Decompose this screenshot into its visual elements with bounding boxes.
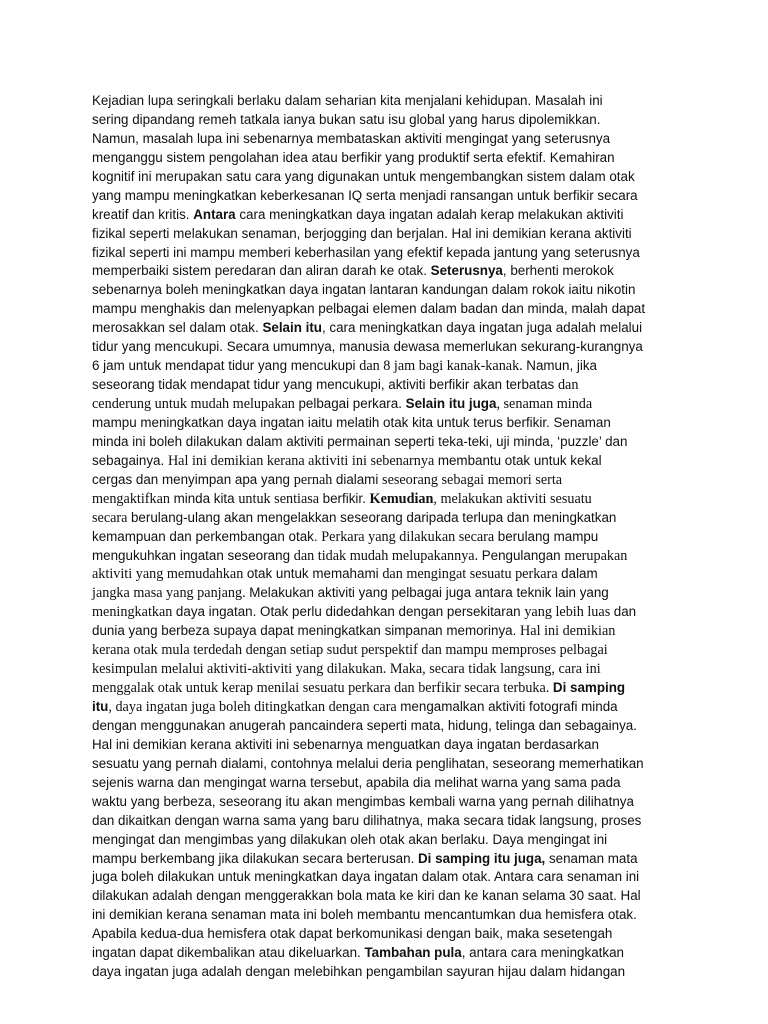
text-line <box>92 357 672 376</box>
text-segment: otak untuk memahami <box>246 566 383 582</box>
text-segment: merosakkan sel dalam otak. <box>92 320 263 336</box>
bold-connector-text: Antara <box>193 206 236 222</box>
text-line <box>92 225 672 244</box>
text-line <box>92 812 672 831</box>
text-segment: menggalak otak untuk kerap menilai sesuatu perkara dan berfikir secara terbuka. <box>92 680 553 697</box>
text-segment: mampu menghakis dan melenyapkan pelbagai elemen dalam badan dan minda, malah dapat <box>92 301 646 317</box>
text-segment: , daya ingatan juga boleh ditingkatkan dengan cara <box>108 699 401 715</box>
text-segment: juga boleh dilakukan untuk meningkatkan daya ingatan dalam otak. Antara cara senaman ini <box>92 869 640 885</box>
text-segment: , senaman minda <box>496 396 593 412</box>
text-segment: untuk sentiasa <box>238 490 323 507</box>
text-line <box>92 679 672 698</box>
text-line <box>92 187 672 206</box>
bold-connector-text: Tambahan pula <box>364 945 462 961</box>
text-line <box>92 963 672 982</box>
text-line <box>92 338 672 357</box>
text-segment: dialami <box>335 471 383 487</box>
text-segment: membantu otak untuk kekal <box>437 452 602 468</box>
text-segment: sebenarnya boleh meningkatkan daya ingatan lantaran kandungan dalam rokok iaitu nikotin <box>92 282 636 298</box>
text-line <box>92 395 672 414</box>
text-line <box>92 887 672 906</box>
text-segment: jangka masa yang panjang. <box>92 585 250 602</box>
text-line <box>92 603 672 622</box>
text-segment: , cara meningkatkan daya ingatan juga adalah melalui <box>321 320 643 336</box>
text-segment: seseorang tidak mendapat tidur yang mencukupi, aktiviti berfikir akan terbatas <box>92 377 558 393</box>
text-line <box>92 490 672 509</box>
text-segment: sejenis warna dan mengingat warna tersebut, apabila dia melihat warna yang sama pada <box>92 774 621 790</box>
text-line <box>92 925 672 944</box>
text-line <box>92 660 672 679</box>
text-line <box>92 584 672 603</box>
text-line <box>92 944 672 963</box>
text-line <box>92 433 672 452</box>
text-segment: tidur yang mencukupi. Secara umumnya, manusia dewasa memerlukan sekurang-kurangnya <box>92 339 643 355</box>
text-segment: daya ingatan. Otak perlu didedahkan dengan persekitaran <box>175 604 525 620</box>
text-segment: pernah <box>293 471 336 488</box>
text-segment: mampu berkembang jika dilakukan secara berterusan. <box>92 850 419 866</box>
text-segment: meningkatkan <box>92 604 176 621</box>
text-line <box>92 262 672 281</box>
text-segment: dalam <box>561 566 598 582</box>
text-line <box>92 130 672 149</box>
bold-connector-text: Kemudian <box>369 490 434 507</box>
bold-connector-text: Di samping <box>552 680 626 696</box>
text-segment: minda kita <box>173 490 239 506</box>
text-segment: mampu meningkatkan daya ingatan iaitu melatih otak kita untuk terus berfikir. Senaman <box>92 414 611 430</box>
bold-connector-text: Selain itu <box>262 320 322 336</box>
text-line <box>92 528 672 547</box>
text-segment: 6 jam untuk mendapat tidur yang mencukupi <box>92 358 360 374</box>
bold-connector-text: Di samping itu juga, <box>418 850 546 866</box>
text-segment: yang mampu meningkatkan keberkesanan IQ serta menjadi ransangan untuk berfikir secara <box>92 187 638 203</box>
text-segment: berulang-ulang akan mengelakkan seseorang daripada terlupa dan meningkatkan <box>130 509 617 525</box>
text-segment: dan <box>557 377 579 394</box>
text-segment: fizikal seperti melakukan senaman, berjogging dan berjalan. Hal ini demikian kerana aktiviti <box>92 225 632 241</box>
bold-connector-text: itu <box>92 699 109 714</box>
text-segment: senaman mata <box>545 850 638 866</box>
text-line <box>92 547 672 566</box>
text-segment: dengan menggunakan anugerah pancaindera seperti mata, hidung, telinga dan sebagainya. <box>92 717 637 733</box>
text-segment: dan tidak mudah melupakannya. <box>293 547 482 564</box>
essay-body <box>92 92 672 982</box>
text-line <box>92 376 672 395</box>
text-segment: kreatif dan kritis. <box>92 206 194 222</box>
text-line <box>92 414 672 433</box>
text-segment: , melakukan aktiviti sesuatu <box>433 490 592 507</box>
text-line <box>92 736 672 755</box>
bold-connector-text: Selain itu juga <box>405 396 497 411</box>
text-line <box>92 509 672 528</box>
text-segment: berfikir. <box>322 490 370 506</box>
text-segment: ini demikian kerana senaman mata ini boleh membantu mencantumkan dua hemisfera otak. <box>92 907 637 923</box>
text-line <box>92 452 672 471</box>
text-segment: kognitif ini merupakan satu cara yang digunakan untuk mengembangkan sistem dalam otak <box>92 168 635 184</box>
text-segment: kesimpulan melalui aktiviti-aktiviti yang dilakukan. Maka, secara tidak langsung, cara ini <box>92 661 601 678</box>
text-segment: Perkara yang dilakukan secara <box>321 528 498 545</box>
text-segment: cergas dan menyimpan apa yang <box>92 471 294 487</box>
text-segment: sering dipandang remeh tatkala ianya bukan satu isu global yang harus dipolemikkan. <box>92 111 601 127</box>
text-segment: , berhenti merokok <box>502 263 614 279</box>
text-line <box>92 565 672 584</box>
text-segment: merupakan <box>564 547 628 564</box>
text-segment: Hal ini demikian <box>520 623 616 640</box>
text-line <box>92 206 672 225</box>
text-segment: yang lebih luas <box>524 604 614 621</box>
text-segment: mengingat dan mengimbas yang dilakukan oleh otak akan berlaku. Daya mengingat ini <box>92 831 608 847</box>
text-segment: sebagainya. <box>92 452 168 468</box>
text-segment: Pengulangan <box>481 547 565 563</box>
text-segment: sesuatu yang pernah dialami, contohnya melalui deria penglihatan, seseorang memerhatikan <box>92 755 644 771</box>
text-line <box>92 244 672 263</box>
text-segment: menganggu sistem pengolahan idea atau berfikir yang produktif serta efektif. Kemahiran <box>92 149 615 165</box>
text-line <box>92 622 672 641</box>
bold-connector-text: Seterusnya <box>430 263 503 279</box>
text-segment: berulang mampu <box>497 528 599 544</box>
text-segment: kemampuan dan perkembangan otak. <box>92 528 322 544</box>
text-segment: dunia yang berbeza supaya dapat meningkatkan simpanan memorinya. <box>92 623 521 639</box>
text-line <box>92 300 672 319</box>
text-line <box>92 698 672 717</box>
text-line <box>92 471 672 490</box>
text-segment: aktiviti yang memudahkan <box>92 566 247 583</box>
text-line <box>92 868 672 887</box>
text-segment: Apabila kedua-dua hemisfera otak dapat berkomunikasi dengan baik, maka sesetengah <box>92 926 613 942</box>
text-segment: cara meningkatkan daya ingatan adalah kerap melakukan aktiviti <box>235 206 624 222</box>
text-segment: pelbagai perkara. <box>298 396 406 411</box>
text-segment: kerana otak mula terdedah dengan setiap sudut perspektif dan mampu memproses pelbagai <box>92 642 608 659</box>
text-segment: mengaktifkan <box>92 490 174 507</box>
text-segment: dan dikaitkan dengan warna sama yang baru dilihatnya, maka secara tidak langsung, proses <box>92 812 642 828</box>
text-line <box>92 319 672 338</box>
text-segment: memperbaiki sistem peredaran dan aliran darah ke otak. <box>92 263 431 279</box>
text-segment: fizikal seperti ini mampu memberi keberhasilan yang efektif kepada jantung yang seterusnya <box>92 244 640 260</box>
text-line <box>92 850 672 869</box>
text-segment: Hal ini demikian kerana aktiviti ini sebenarnya menguatkan daya ingatan berdasarkan <box>92 736 599 752</box>
text-line <box>92 168 672 187</box>
text-segment: Namun, jika <box>526 358 597 374</box>
text-segment: dan 8 jam bagi kanak-kanak. <box>359 358 527 375</box>
text-segment: mengukuhkan ingatan seseorang <box>92 547 294 563</box>
text-line <box>92 111 672 130</box>
text-segment: mengamalkan aktiviti fotografi minda <box>400 699 618 714</box>
text-line <box>92 831 672 850</box>
text-segment: secara <box>92 509 131 526</box>
text-segment: waktu yang berbeza, seseorang itu akan mengimbas kembali warna yang pernah dilihatnya <box>92 793 634 809</box>
text-segment: Melakukan aktiviti yang pelbagai juga antara teknik lain yang <box>249 585 609 601</box>
text-segment: cenderung untuk mudah melupakan <box>92 396 299 412</box>
text-segment: , antara cara meningkatkan <box>461 945 624 961</box>
text-line <box>92 755 672 774</box>
text-line <box>92 906 672 925</box>
text-line <box>92 793 672 812</box>
text-segment: Kejadian lupa seringkali berlaku dalam seharian kita menjalani kehidupan. Masalah ini <box>92 93 603 108</box>
text-segment: Hal ini demikian kerana aktiviti ini sebenarnya <box>167 452 438 469</box>
text-line <box>92 717 672 736</box>
text-line <box>92 641 672 660</box>
text-line <box>92 149 672 168</box>
text-segment: minda ini boleh dilakukan dalam aktiviti permainan seperti teka-teki, uji minda, ‘puzzle’ dan <box>92 433 628 449</box>
text-line <box>92 92 672 111</box>
text-line <box>92 281 672 300</box>
text-segment: Namun, masalah lupa ini sebenarnya membataskan aktiviti mengingat yang seterusnya <box>92 130 611 146</box>
text-segment: daya ingatan juga adalah dengan melebihkan pengambilan sayuran hijau dalam hidangan <box>92 964 626 980</box>
text-segment: dan mengingat sesuatu perkara <box>382 566 562 583</box>
text-segment: dan <box>613 604 637 620</box>
text-segment: ingatan dapat dikembalikan atau dikeluarkan. <box>92 945 365 961</box>
text-segment: seseorang sebagai memori serta <box>382 471 563 488</box>
text-segment: dilakukan adalah dengan menggerakkan bola mata ke kiri dan ke kanan selama 30 saat. Hal <box>92 888 641 904</box>
text-line <box>92 774 672 793</box>
